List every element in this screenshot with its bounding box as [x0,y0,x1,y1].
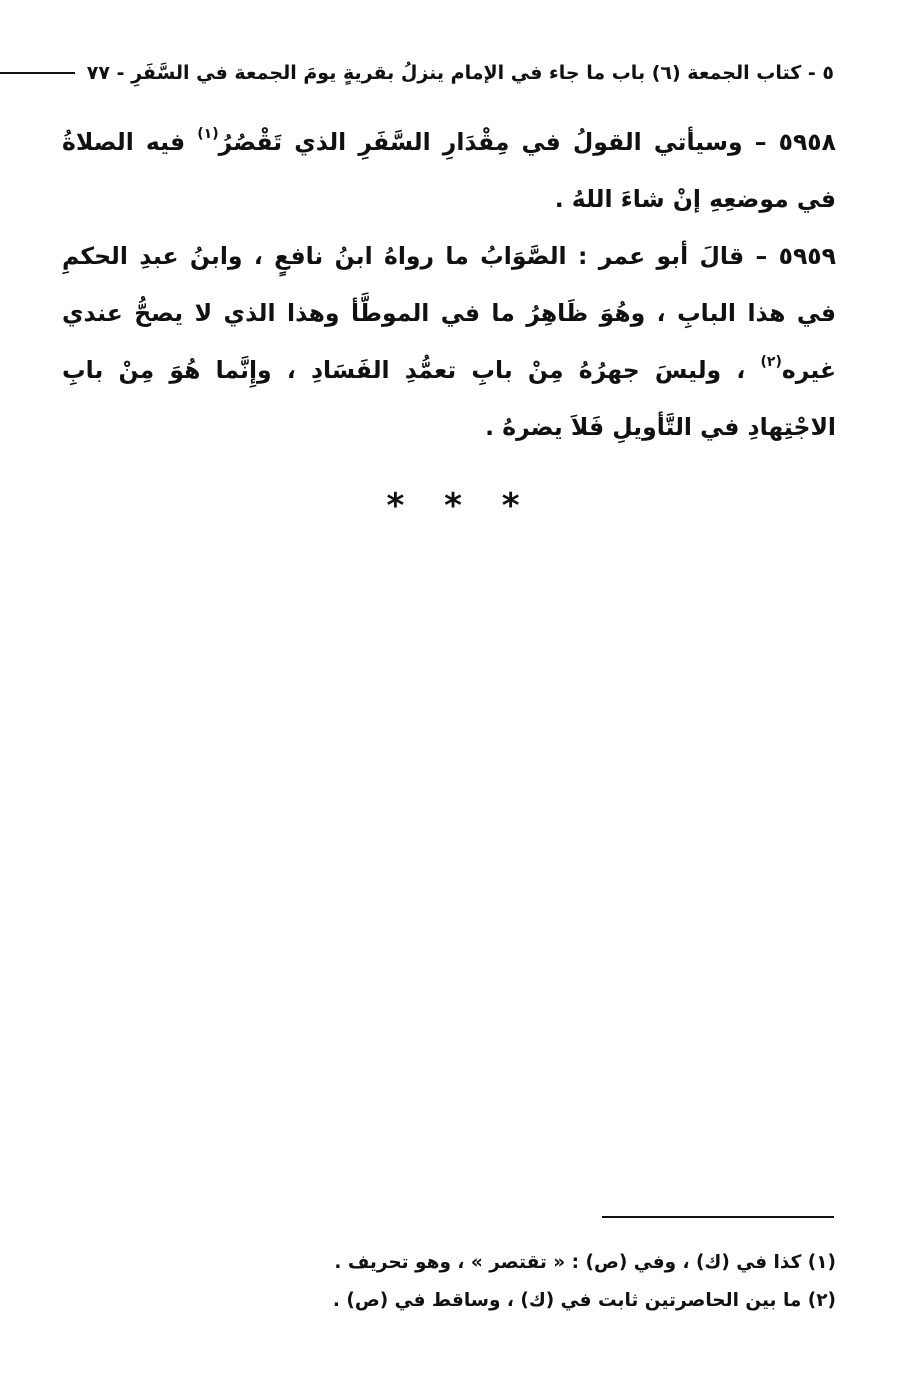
paragraph-text: الصَّوَابُ ما رواهُ ابنُ نافعٍ ، وابنُ عبدِ الحكمِ في هذا البابِ ، وهُوَ ظَاهِرُ ما في الموطَّأ وهذا الذي لا يصحُّ عندي غيره [62,242,836,384]
header-rule [0,72,75,74]
dash: – [742,128,767,156]
dash: – [744,242,768,270]
paragraph-text: فيه الصلاةُ في موضعِهِ إنْ شاءَ اللهُ . [62,128,836,213]
footnote-ref-1: (١) [197,126,219,142]
paragraph-number: ٥٩٥٨ [778,128,836,156]
paragraph-text: ، وليسَ جهرُهُ مِنْ بابِ تعمُّدِ الفَسَادِ ، وإِنَّما هُوَ مِنْ بابِ الاجْتِهادِ في التَّأويلِ فَلاَ يضرهُ . [62,356,836,441]
footnotes [120,1244,836,1320]
running-header-text: ٥ - كتاب الجمعة (٦) باب ما جاء في الإمام ينزلُ بقريةٍ يومَ الجمعة في السَّفَرِ - ٧٧ [86,62,834,84]
paragraph-text: وسيأتي القولُ في مِقْدَارِ السَّفَرِ الذي تَقْصُرُ [218,128,743,156]
main-text [62,114,836,456]
running-header [64,58,834,88]
paragraph-number: ٥٩٥٩ [778,242,836,270]
footnote-ref-2: (٢) [760,354,782,370]
footnote-1: (١) كذا في (ك) ، وفي (ص) : « تقتصر » ، وهو تحريف . [334,1252,836,1273]
paragraph-5959 [62,228,836,456]
footnote-rule [602,1216,834,1218]
section-separator: * * * [386,486,534,526]
speaker-label: قالَ أبو عمر : [577,242,745,270]
footnote-2: (٢) ما بين الحاصرتين ثابت في (ك) ، وساقط في (ص) . [332,1290,836,1311]
paragraph-5958 [62,114,836,228]
